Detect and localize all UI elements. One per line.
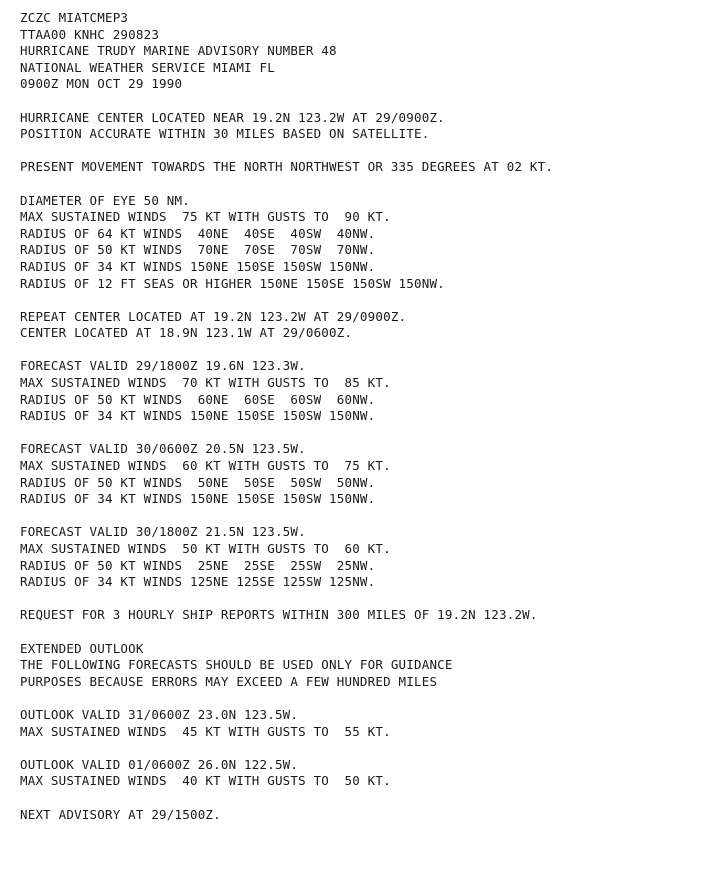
current-line: RADIUS OF 64 KT WINDS 40NE 40SE 40SW 40NW. [20,225,376,241]
next-advisory-block [20,807,716,824]
forecast-line: FORECAST VALID 30/0600Z 20.5N 123.5W. [20,441,306,457]
issue-time: 0900Z MON OCT 29 1990 [20,76,183,92]
header-line: ZCZC MIATCMEP3 [20,10,129,25]
forecast-line: FORECAST VALID 30/1800Z 21.5N 123.5W. [20,524,306,540]
outlook-line: MAX SUSTAINED WINDS 40 KT WITH GUSTS TO 50 KT. [20,773,391,789]
repeat-center-block [20,309,716,342]
current-conditions-block [20,193,716,293]
outlook-block-1 [20,707,716,740]
next-advisory-line: NEXT ADVISORY AT 29/1500Z. [20,806,221,822]
forecast-block-3 [20,524,716,590]
extended-line: THE FOLLOWING FORECASTS SHOULD BE USED ONLY FOR GUIDANCE [20,657,453,673]
outlook-block-2 [20,757,716,790]
advisory-title: HURRICANE TRUDY MARINE ADVISORY NUMBER 48 [20,43,337,59]
ship-report-request [20,607,716,624]
current-line: RADIUS OF 34 KT WINDS 150NE 150SE 150SW 150NW. [20,258,376,274]
advisory-document [20,10,716,840]
extended-line: PURPOSES BECAUSE ERRORS MAY EXCEED A FEW HUNDRED MILES [20,673,438,689]
forecast-line: RADIUS OF 34 KT WINDS 150NE 150SE 150SW 150NW. [20,408,376,424]
header-line: TTAA00 KNHC 290823 [20,26,160,42]
forecast-line: MAX SUSTAINED WINDS 50 KT WITH GUSTS TO 60 KT. [20,541,391,556]
repeat-line: REPEAT CENTER LOCATED AT 19.2N 123.2W AT 29/0900Z. [20,308,407,324]
center-line: POSITION ACCURATE WITHIN 30 MILES BASED ON SATELLITE. [20,126,430,142]
outlook-line: OUTLOOK VALID 01/0600Z 26.0N 122.5W. [20,756,299,772]
forecast-line: MAX SUSTAINED WINDS 70 KT WITH GUSTS TO 85 KT. [20,375,391,391]
center-line: HURRICANE CENTER LOCATED NEAR 19.2N 123.2W AT 29/0900Z. [20,109,445,125]
forecast-line: RADIUS OF 34 KT WINDS 125NE 125SE 125SW 125NW. [20,574,376,590]
forecast-line: RADIUS OF 50 KT WINDS 60NE 60SE 60SW 60NW. [20,391,376,407]
outlook-line: OUTLOOK VALID 31/0600Z 23.0N 123.5W. [20,706,299,722]
issuing-office: NATIONAL WEATHER SERVICE MIAMI FL [20,59,275,75]
current-line: MAX SUSTAINED WINDS 75 KT WITH GUSTS TO 90 KT. [20,209,391,225]
extended-outlook-block [20,641,716,691]
repeat-line: CENTER LOCATED AT 18.9N 123.1W AT 29/0600Z. [20,325,353,341]
current-line: DIAMETER OF EYE 50 NM. [20,192,190,208]
forecast-line: FORECAST VALID 29/1800Z 19.6N 123.3W. [20,358,306,374]
outlook-line: MAX SUSTAINED WINDS 45 KT WITH GUSTS TO 55 KT. [20,723,391,739]
forecast-line: RADIUS OF 50 KT WINDS 50NE 50SE 50SW 50NW. [20,474,376,490]
forecast-block-2 [20,441,716,507]
forecast-block-1 [20,358,716,424]
forecast-line: RADIUS OF 34 KT WINDS 150NE 150SE 150SW 150NW. [20,491,376,507]
movement-block [20,159,716,176]
forecast-line: RADIUS OF 50 KT WINDS 25NE 25SE 25SW 25NW. [20,557,376,573]
header-block [20,10,716,93]
extended-heading: EXTENDED OUTLOOK [20,640,144,656]
movement-line: PRESENT MOVEMENT TOWARDS THE NORTH NORTHWEST OR 335 DEGREES AT 02 KT. [20,159,554,175]
forecast-line: MAX SUSTAINED WINDS 60 KT WITH GUSTS TO 75 KT. [20,458,391,474]
request-line: REQUEST FOR 3 HOURLY SHIP REPORTS WITHIN 300 MILES OF 19.2N 123.2W. [20,607,538,623]
current-line: RADIUS OF 50 KT WINDS 70NE 70SE 70SW 70NW. [20,242,376,258]
current-line: RADIUS OF 12 FT SEAS OR HIGHER 150NE 150SE 150SW 150NW. [20,275,445,291]
center-block [20,110,716,143]
